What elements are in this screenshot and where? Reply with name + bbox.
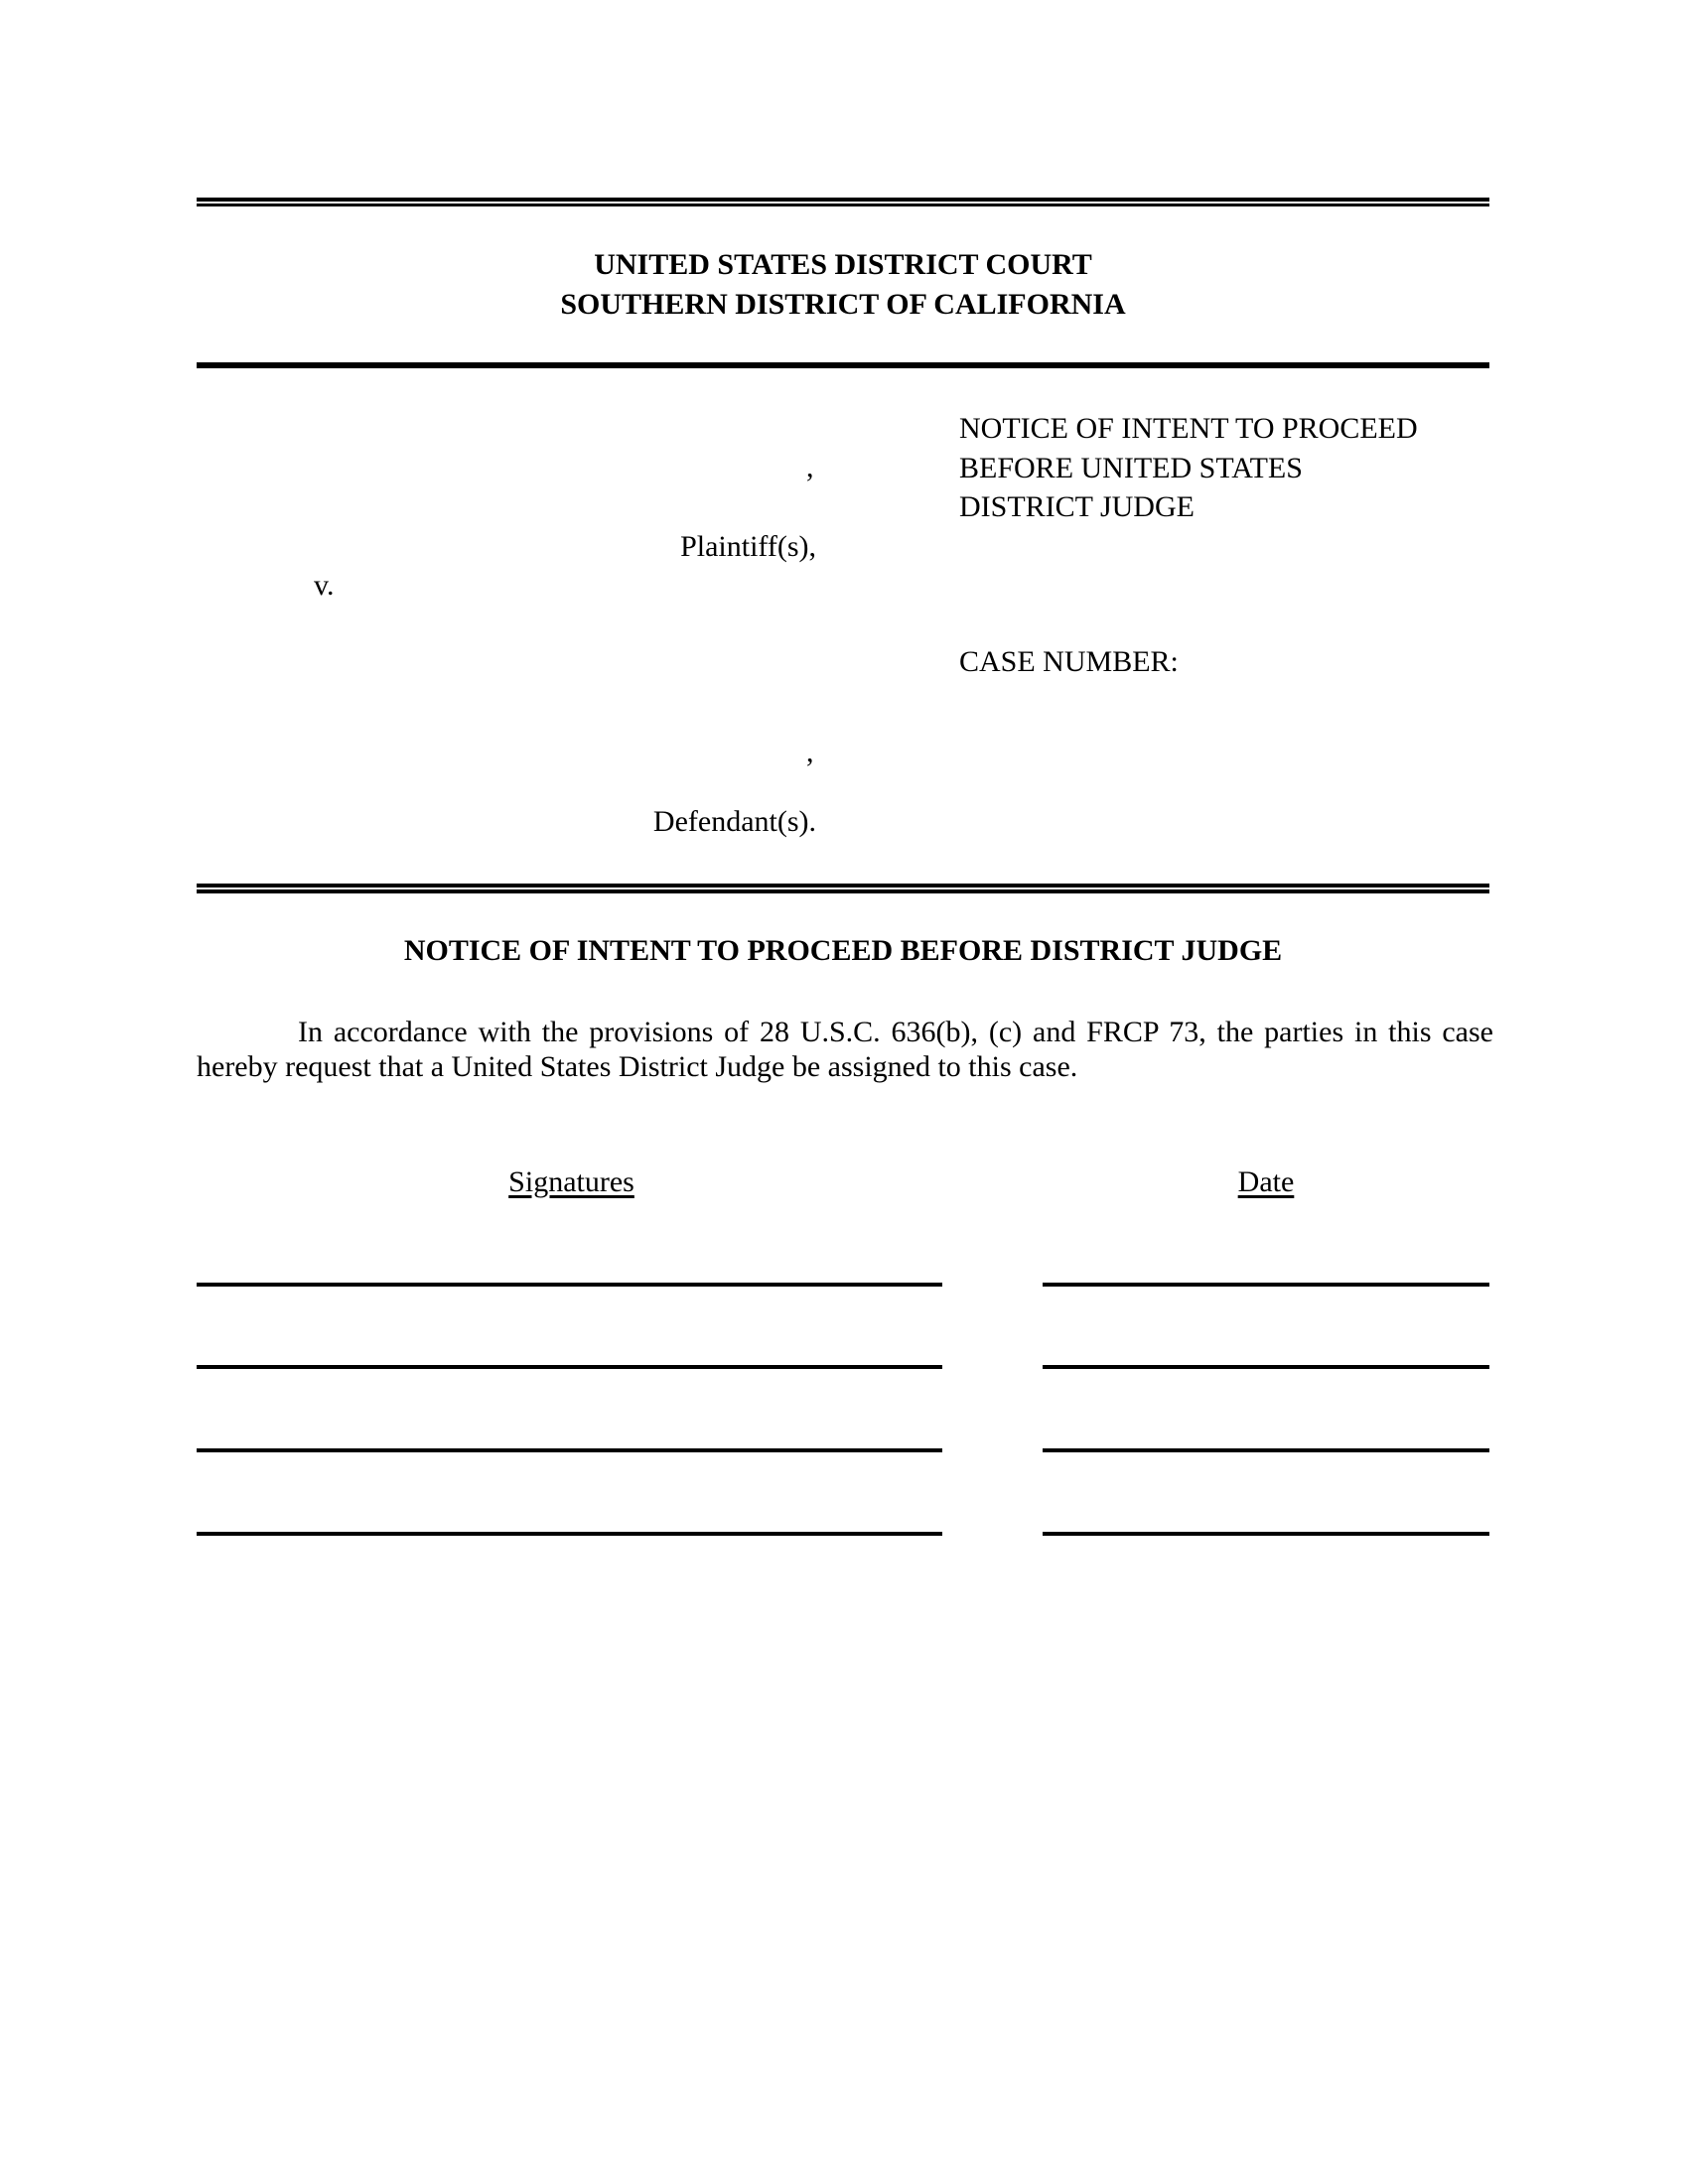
document-title-line-1: NOTICE OF INTENT TO PROCEED: [959, 412, 1418, 445]
document-title: [959, 409, 1418, 527]
versus-label: v.: [314, 569, 335, 602]
header-top-rule-thick: [197, 198, 1489, 202]
defendant-label: Defendant(s).: [652, 805, 816, 838]
document-title-line-3: DISTRICT JUDGE: [959, 490, 1195, 523]
notice-body: [197, 1015, 1493, 1084]
signatures-heading: Signatures: [508, 1165, 634, 1198]
date-line-1[interactable]: [1043, 1283, 1489, 1287]
defendant-name-field[interactable]: [197, 738, 804, 767]
signature-line-1[interactable]: [197, 1283, 942, 1287]
plaintiff-name-field[interactable]: [197, 453, 804, 482]
caption-bottom-rule-2: [197, 889, 1489, 893]
case-number-label: CASE NUMBER:: [959, 645, 1179, 678]
caption-bottom-rule-1: [197, 884, 1489, 887]
signature-line-2[interactable]: [197, 1365, 942, 1369]
date-heading: Date: [1237, 1165, 1295, 1198]
case-number-field[interactable]: [1182, 647, 1489, 677]
court-name: UNITED STATES DISTRICT COURT: [594, 248, 1092, 281]
plaintiff-label: Plaintiff(s),: [680, 530, 816, 563]
header-bottom-rule: [197, 362, 1489, 368]
notice-heading: NOTICE OF INTENT TO PROCEED BEFORE DISTRICT JUDGE: [403, 934, 1283, 967]
date-line-2[interactable]: [1043, 1365, 1489, 1369]
signature-line-4[interactable]: [197, 1532, 942, 1536]
court-district: SOUTHERN DISTRICT OF CALIFORNIA: [560, 288, 1126, 321]
header-top-rule-thin: [197, 204, 1489, 206]
date-line-3[interactable]: [1043, 1448, 1489, 1452]
signature-line-3[interactable]: [197, 1448, 942, 1452]
notice-body-text: In accordance with the provisions of 28 U.S.C. 636(b), (c) and FRCP 73, the parties in this case hereby request that a United States District Judge be assigned to this case.: [197, 1016, 1493, 1083]
defendant-comma: ,: [806, 736, 814, 768]
plaintiff-comma: ,: [806, 451, 814, 483]
date-line-4[interactable]: [1043, 1532, 1489, 1536]
document-title-line-2: BEFORE UNITED STATES: [959, 451, 1303, 484]
